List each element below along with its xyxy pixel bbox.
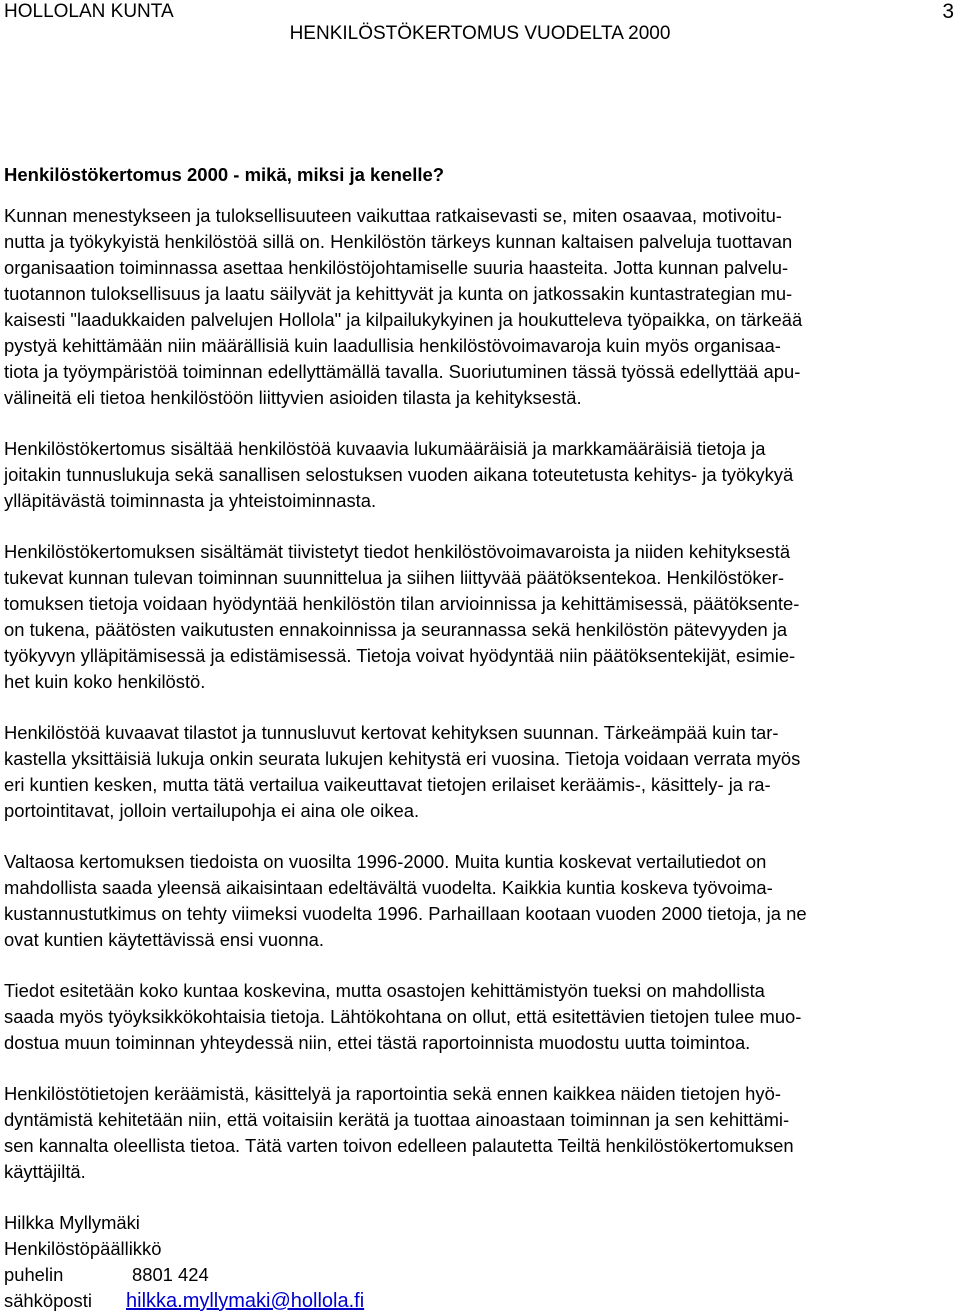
phone-label: puhelin — [4, 1264, 64, 1285]
paragraph-4: Henkilöstöä kuvaavat tilastot ja tunnusluvut kertovat kehityksen suunnan. Tärkeämpää kuin tar- kastella yksittäisiä lukuja onkin seurata lukujen kehitystä eri vuosina. Tietoja voidaan verrata myös eri kuntien kesken, mutta tätä vertailua vaikeuttavat tietojen erilaiset keräämis-, käsittely- ja ra- portointitavat, jolloin vertailupohja ei aina ole oikea. — [4, 722, 801, 821]
header-organization: HOLLOLAN KUNTA — [4, 1, 174, 22]
phone-line — [4, 1262, 956, 1288]
paragraph-5: Valtaosa kertomuksen tiedoista on vuosilta 1996-2000. Muita kuntia koskevat vertailutiedot on mahdollista saada yleensä aikaisintaan edeltävältä vuodelta. Kaikkia kuntia koskeva työvoima- kustannustutkimus on tehty viimeksi vuodelta 1996. Parhaillaan kootaan vuoden 2000 tietoja, ja ne ovat kuntien käytettävissä ensi vuonna. — [4, 851, 807, 950]
page-number: 3 — [942, 0, 954, 23]
email-link[interactable]: hilkka.myllymaki@hollola.fi — [126, 1290, 365, 1312]
phone-number: 8801 424 — [132, 1264, 209, 1285]
email-line — [4, 1288, 956, 1314]
document-body — [4, 162, 956, 1314]
email-label: sähköposti — [4, 1290, 92, 1311]
signer-title: Henkilöstöpäällikkö — [4, 1238, 162, 1259]
paragraph-6: Tiedot esitetään koko kuntaa koskevina, mutta osastojen kehittämistyön tueksi on mahdollista saada myös työyksikkökohtaisia tietoja. Lähtökohtana on ollut, että esitettävien tietojen tulee muo- dostua muun toiminnan yhteydessä niin, ettei tästä raportoinnista muodostu uutta toimintoa. — [4, 980, 802, 1053]
report-title: HENKILÖSTÖKERTOMUS VUODELTA 2000 — [289, 23, 671, 44]
paragraph-2: Henkilöstökertomus sisältää henkilöstöä kuvaavia lukumääräisiä ja markkamääräisiä tietoja ja joitakin tunnuslukuja sekä sanallisen selostuksen vuoden aikana toteutetusta kehitys- ja työkykyä ylläpitävästä toiminnasta ja yhteistoiminnasta. — [4, 438, 794, 511]
paragraph-3: Henkilöstökertomuksen sisältämät tiivistetyt tiedot henkilöstövoimavaroista ja niiden kehityksestä tukevat kunnan tulevan toiminnan suunnittelua ja siihen liittyvää päätöksentekoa. Henkilöstöker- tomuksen tietoja voidaan hyödyntää henkilöstön tilan arvioinnissa ja kehittämisessä, päätöksente- on tukena, päätösten vaikutusten ennakoinnissa ja seurannassa sekä henkilöstön pätevyyden ja työkyvyn ylläpitämisessä ja edistämisessä. Tietoja voivat hyödyntää niin päätöksentekijät, esimie- het kuin koko henkilöstö. — [4, 541, 800, 692]
paragraph-1: Kunnan menestykseen ja tuloksellisuuteen vaikuttaa ratkaisevasti se, miten osaavaa, motivoitu- nutta ja työkykyistä henkilöstöä sillä on. Henkilöstön tärkeys kunnan kaltaisen palveluja tuottavan organisaation toiminnassa asettaa henkilöstöjohtamiselle suuria haasteita. Jotta kunnan palvelu- tuotannon tuloksellisuus ja laatu säilyvät ja kehittyvät ja kunta on jatkossakin kuntastrategian mu- kaisesti "laadukkaiden palvelujen Hollola" ja kilpailukykyinen ja houkutteleva työpaikka, on tärkeää pystyä kehittämään niin määrällisiä kuin laadullisia henkilöstövoimavaroja kuin myös organisaa- tiota ja työympäristöä toiminnan edellyttämällä tavalla. Suoriutuminen tässä työssä edellyttää apu- välineitä eli tietoa henkilöstöön liittyvien asioiden tilasta ja kehityksestä. — [4, 205, 803, 408]
section-heading: Henkilöstökertomus 2000 - mikä, miksi ja kenelle? — [4, 164, 445, 185]
signer-name: Hilkka Myllymäki — [4, 1212, 140, 1233]
signature-block — [4, 1210, 956, 1314]
paragraph-7: Henkilöstötietojen keräämistä, käsittelyä ja raportointia sekä ennen kaikkea näiden tietojen hyö- dyntämistä kehitetään niin, että voitaisiin kerätä ja tuottaa ainoastaan toiminnan ja sen kehittämi- sen kannalta oleellista tietoa. Tätä varten toivon edelleen palautetta Teiltä henkilöstökertomuksen käyttäjiltä. — [4, 1083, 794, 1182]
